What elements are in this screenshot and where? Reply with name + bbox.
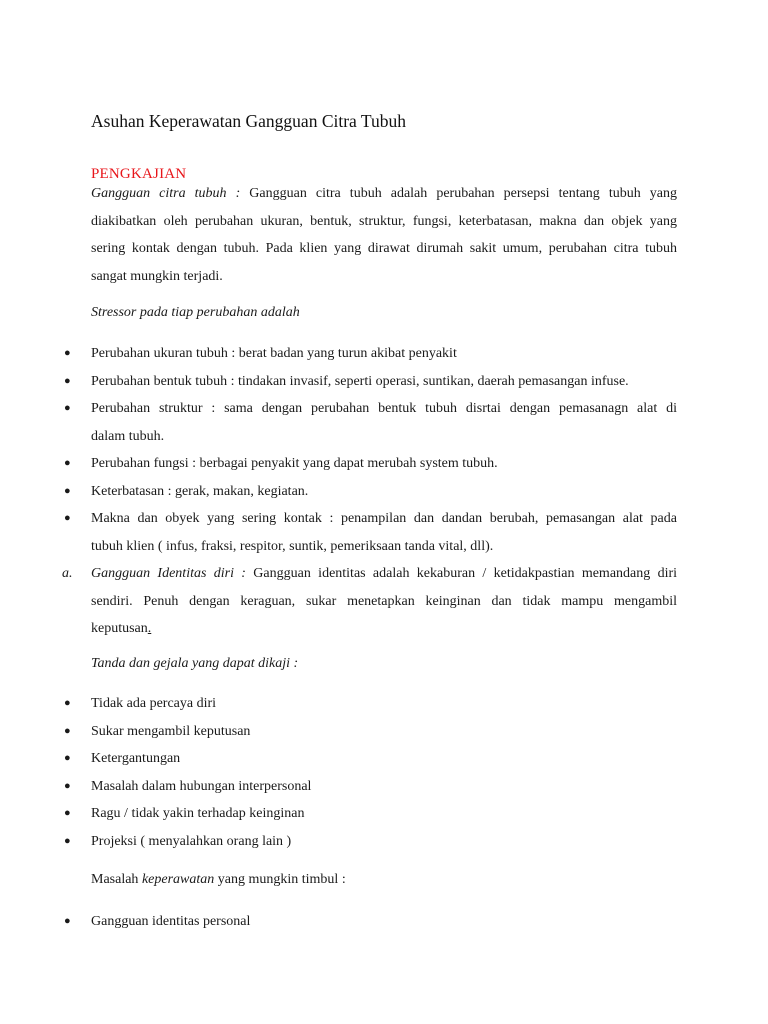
intro-term: Gangguan citra tubuh :: [91, 186, 241, 201]
list-item: ● Makna dan obyek yang sering kontak : penampilan dan dandan berubah, pemasangan alat pada tubuh klien ( infus, fraksi, respitor, suntik, pemeriksaan tanda vital, dll).: [62, 505, 677, 560]
intro-line: sering kontak dengan tubuh. Pada klien yang dirawat dirumah sakit umum, perubahan citra tubuh: [91, 241, 677, 256]
stressor-heading: Stressor pada tiap perubahan adalah: [91, 305, 300, 320]
list-item: ● Masalah dalam hubungan interpersonal: [62, 773, 677, 801]
bullet-icon: ●: [64, 807, 71, 819]
intro-line: sangat mungkin terjadi.: [91, 268, 223, 284]
bullet-icon: ●: [64, 457, 71, 469]
masalah-list: [62, 908, 677, 936]
bullet-icon: ●: [64, 724, 71, 737]
section-heading-pengkajian: PENGKAJIAN: [91, 166, 187, 182]
tanda-list: [62, 690, 677, 855]
list-marker-a: a.: [62, 566, 73, 581]
list-item: ● Projeksi ( menyalahkan orang lain ): [62, 828, 677, 856]
bullet-icon: ●: [64, 484, 71, 497]
document-title: Asuhan Keperawatan Gangguan Citra Tubuh: [91, 111, 406, 131]
list-item: ● Perubahan fungsi : berbagai penyakit yang dapat merubah system tubuh.: [62, 450, 677, 478]
bullet-icon: ●: [64, 779, 71, 792]
list-item: ● Perubahan ukuran tubuh : berat badan yang turun akibat penyakit: [62, 340, 677, 368]
bullet-icon: ●: [64, 374, 71, 387]
masalah-heading: Masalah keperawatan yang mungkin timbul :: [91, 872, 346, 887]
list-item: ● Ragu / tidak yakin terhadap keinginan: [62, 800, 677, 828]
list-item: ● Ketergantungan: [62, 745, 677, 773]
stressor-list: [62, 340, 677, 643]
list-item: ● Perubahan struktur : sama dengan perubahan bentuk tubuh disrtai dengan pemasanagn alat di dalam tubuh.: [62, 395, 677, 450]
list-item: ● Keterbatasan : gerak, makan, kegiatan.: [62, 478, 677, 506]
bullet-icon: ●: [64, 512, 71, 524]
list-item: ● Sukar mengambil keputusan: [62, 718, 677, 746]
bullet-icon: ●: [64, 347, 71, 359]
bullet-icon: ●: [64, 697, 71, 709]
bullet-icon: ●: [64, 402, 71, 414]
identitas-item: a. Gangguan Identitas diri : Gangguan identitas adalah kekaburan / ketidakpastian memandang diri sendiri. Penuh dengan keraguan, sukar menetapkan keinginan dan tidak mampu mengambil keputusan.: [62, 560, 677, 643]
bullet-icon: ●: [64, 915, 71, 927]
list-item: ● Tidak ada percaya diri: [62, 690, 677, 718]
intro-line: diakibatkan oleh perubahan ukuran, bentuk, struktur, fungsi, keterbatasan, makna dan objek yang: [91, 213, 677, 229]
intro-paragraph: [91, 180, 677, 290]
bullet-icon: ●: [64, 752, 71, 764]
bullet-icon: ●: [64, 834, 71, 847]
identitas-term: Gangguan Identitas diri :: [91, 566, 246, 581]
intro-line: Gangguan citra tubuh : Gangguan citra tubuh adalah perubahan persepsi tentang tubuh yang: [91, 186, 677, 201]
tanda-heading: Tanda dan gejala yang dapat dikaji :: [91, 656, 299, 671]
list-item: ● Gangguan identitas personal: [62, 908, 677, 936]
list-item: ● Perubahan bentuk tubuh : tindakan invasif, seperti operasi, suntikan, daerah pemasangan infuse.: [62, 368, 677, 396]
